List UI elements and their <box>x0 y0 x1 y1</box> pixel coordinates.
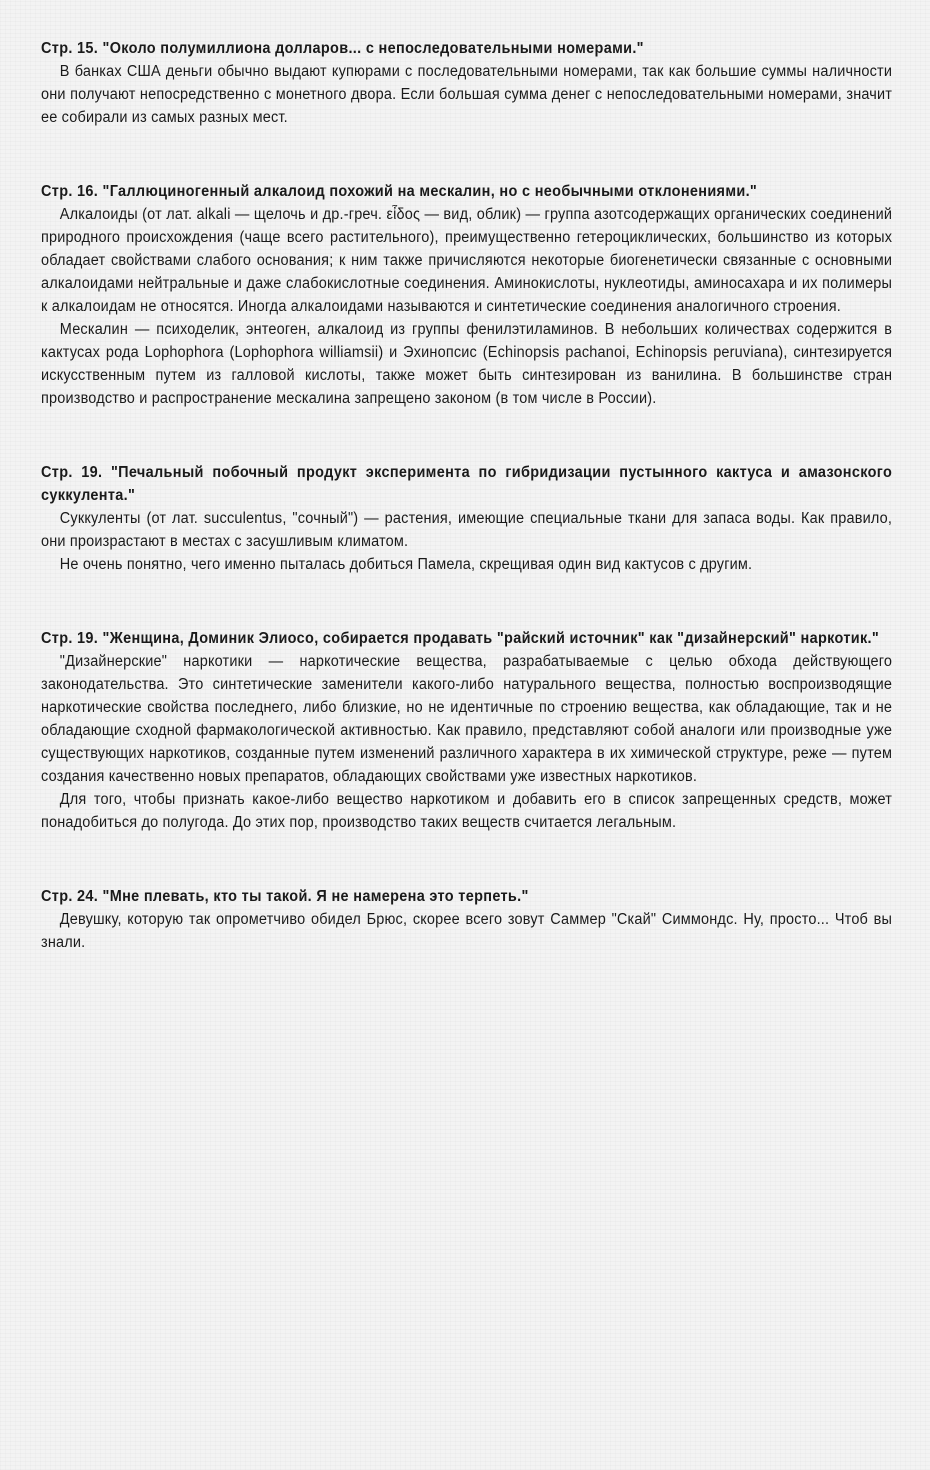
note-page-16 <box>41 180 892 410</box>
note-paragraph: В банках США деньги обычно выдают купюрами с последовательными номерами, так как большие суммы наличности они получают непосредственно с монетного двора. Если большая сумма денег с непоследовательными номерами, значит ее собирали из самых разных мест. <box>41 63 893 126</box>
note-paragraph: Девушку, которую так опрометчиво обидел Брюс, скорее всего зовут Саммер "Скай" Симмондс. Ну, просто... Чтоб вы знали. <box>41 911 893 951</box>
note-paragraph: Мескалин — психоделик, энтеоген, алкалоид из группы фенилэтиламинов. В небольших количествах содержится в кактусах рода Lophophora (Lophophora williamsii) и Эхинопсис (Echinopsis pachanoi, Echinopsis peruviana), синтезируется искусственным путем из галловой кислоты, также может быть синтезирован из ванилина. В большинстве стран производство и распространение мескалина запрещено законом (в том числе в России). <box>41 321 893 407</box>
note-paragraph: Алкалоиды (от лат. alkali — щелочь и др.-греч. εἶδος — вид, облик) — группа азотсодержащих органических соединений природного происхождения (чаще всего растительного), преимущественно гетероциклических, большинство из которых обладает свойствами слабого основания; к ним также причисляются некоторые биогенетически связанные с основными алкалоидами нейтральные и даже слабокислотные соединения. Аминокислоты, нуклеотиды, аминосахара и их полимеры к алкалоидам не относятся. Иногда алкалоидами называются и синтетические соединения аналогичного строения. <box>41 206 893 315</box>
note-heading: Стр. 24. "Мне плевать, кто ты такой. Я не намерена это терпеть." <box>41 888 529 905</box>
note-heading: Стр. 15. "Около полумиллиона долларов... с непоследовательными номерами." <box>41 40 644 57</box>
note-page-19-designer-drug <box>41 627 892 834</box>
note-page-24 <box>41 885 892 954</box>
note-heading: Стр. 19. "Печальный побочный продукт эксперимента по гибридизации пустынного кактуса и амазонского суккулента." <box>41 464 893 504</box>
note-paragraph: Для того, чтобы признать какое-либо вещество наркотиком и добавить его в список запрещенных средств, может понадобиться до полугода. До этих пор, производство таких веществ считается легальным. <box>41 791 893 831</box>
note-paragraph: Суккуленты (от лат. succulentus, "сочный") — растения, имеющие специальные ткани для запаса воды. Как правило, они произрастают в местах с засушливым климатом. <box>41 510 893 550</box>
note-page-15 <box>41 37 892 129</box>
note-paragraph: Не очень понятно, чего именно пыталась добиться Памела, скрещивая один вид кактусов с другим. <box>59 556 753 573</box>
note-paragraph: "Дизайнерские" наркотики — наркотические вещества, разрабатываемые с целью обхода действующего законодательства. Это синтетические заменители какого-либо натурального вещества, полностью воспроизводящие наркотические свойства последнего, либо близкие, но не идентичные по строению вещества, как обладающие, так и не обладающие сходной фармакологической активностью. Как правило, представляют собой аналоги или производные уже существующих наркотиков, созданные путем изменений различного характера в их химической структуре, реже — путем создания качественно новых препаратов, обладающих свойствами уже известных наркотиков. <box>41 653 893 785</box>
note-heading: Стр. 19. "Женщина, Доминик Элиосо, собирается продавать "райский источник" как "дизайнерский" наркотик." <box>41 630 880 647</box>
note-page-19-cactus <box>41 461 892 576</box>
note-heading: Стр. 16. "Галлюциногенный алкалоид похожий на мескалин, но с необычными отклонениями." <box>41 183 758 200</box>
